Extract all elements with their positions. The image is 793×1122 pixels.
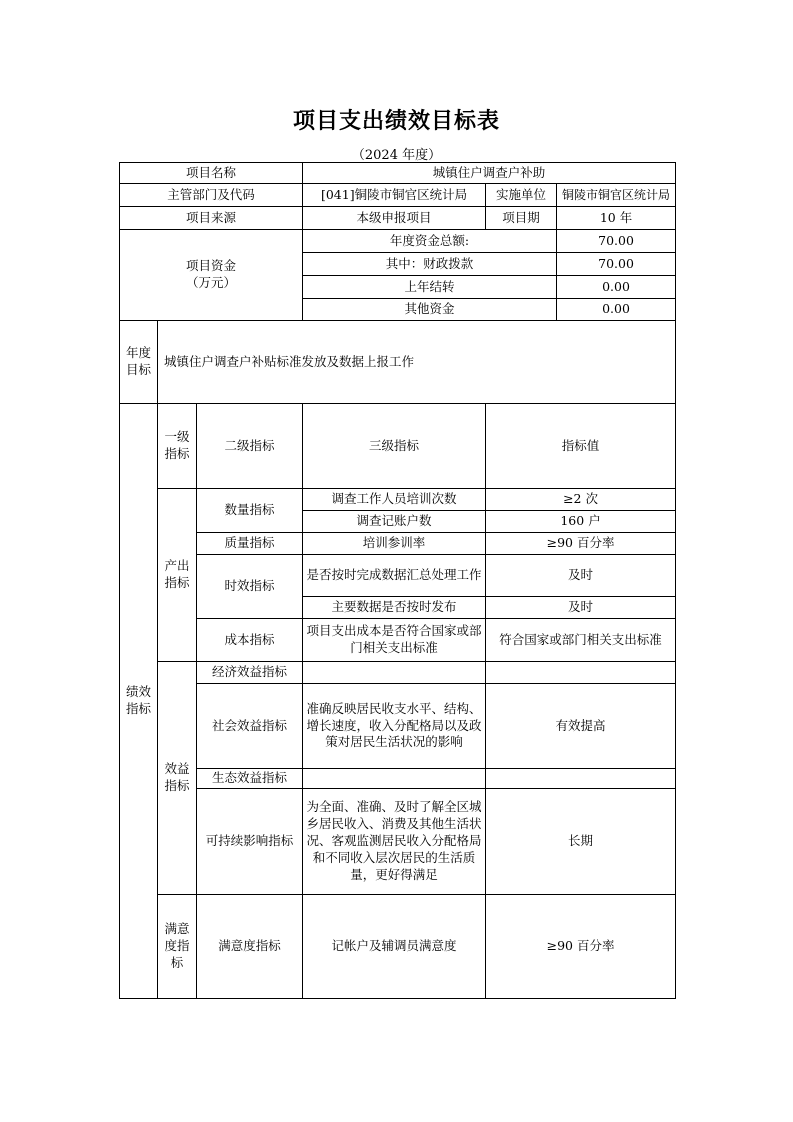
ecological-benefit-name: [303, 769, 486, 789]
satisfaction-item-name: 记帐户及辅调员满意度: [303, 895, 486, 999]
funds-total-value: 70.00: [557, 230, 676, 253]
header-value: 指标值: [486, 404, 676, 489]
economic-benefit-name: [303, 662, 486, 684]
economic-benefit-label: 经济效益指标: [197, 662, 303, 684]
table-row: [120, 769, 676, 789]
funds-label: 项目资金: [186, 258, 237, 274]
quality-item-value: ≥90 百分率: [486, 533, 676, 555]
funds-row-total: [120, 230, 676, 253]
output-indicators-label: 产出指标: [158, 489, 197, 662]
sustainable-impact-name: 为全面、准确、及时了解全区城乡居民收入、消费及其他生活状况、客观监测居民收入分配格局和不同收入层次居民的生活质量，更好得满足: [303, 789, 486, 895]
table-row: [120, 489, 676, 511]
timeliness-item-2-value: 及时: [486, 597, 676, 619]
performance-indicators-label: 绩效指标: [120, 404, 158, 999]
funds-carryover-label: 上年结转: [303, 276, 557, 299]
source-row: [120, 207, 676, 230]
cost-item-name: 项目支出成本是否符合国家或部门相关支出标准: [303, 619, 486, 662]
table-row: [120, 895, 676, 999]
department-row: [120, 184, 676, 207]
source-label: 项目来源: [120, 207, 303, 230]
period-label: 项目期: [486, 207, 557, 230]
header-level3: 三级指标: [303, 404, 486, 489]
fiscal-year: （2024 年度）: [351, 148, 442, 163]
cost-indicator-label: 成本指标: [197, 619, 303, 662]
funds-total-label: 年度资金总额:: [303, 230, 557, 253]
social-benefit-value: 有效提高: [486, 684, 676, 769]
satisfaction-item-value: ≥90 百分率: [486, 895, 676, 999]
implementing-unit-label: 实施单位: [486, 184, 557, 207]
quality-item-name: 培训参训率: [303, 533, 486, 555]
social-benefit-label: 社会效益指标: [197, 684, 303, 769]
table-row: [120, 789, 676, 895]
cost-item-value: 符合国家或部门相关支出标准: [486, 619, 676, 662]
department-value: [041]铜陵市铜官区统计局: [303, 184, 486, 207]
funds-fiscal-value: 70.00: [557, 253, 676, 276]
funds-other-value: 0.00: [557, 299, 676, 321]
social-benefit-name: 准确反映居民收支水平、结构、增长速度，收入分配格局以及政策对居民生活状况的影响: [303, 684, 486, 769]
performance-target-table: [119, 162, 676, 999]
timeliness-indicator-label: 时效指标: [197, 555, 303, 619]
quantity-indicator-label: 数量指标: [197, 489, 303, 533]
funds-fiscal-label: 其中：财政拨款: [303, 253, 557, 276]
sustainable-impact-label: 可持续影响指标: [197, 789, 303, 895]
benefit-indicators-label: 效益指标: [158, 662, 197, 895]
source-value: 本级申报项目: [303, 207, 486, 230]
quantity-item-1-value: ≥2 次: [486, 489, 676, 511]
ecological-benefit-label: 生态效益指标: [197, 769, 303, 789]
table-row: [120, 555, 676, 597]
funds-carryover-value: 0.00: [557, 276, 676, 299]
annual-goal-text: 城镇住户调查户补贴标准发放及数据上报工作: [158, 321, 676, 404]
timeliness-item-2-name: 主要数据是否按时发布: [303, 597, 486, 619]
funds-unit: （万元）: [186, 275, 237, 290]
economic-benefit-value: [486, 662, 676, 684]
quantity-item-2-name: 调查记账户数: [303, 511, 486, 533]
header-level2: 二级指标: [197, 404, 303, 489]
timeliness-item-1-value: 及时: [486, 555, 676, 597]
department-label: 主管部门及代码: [120, 184, 303, 207]
quantity-item-2-value: 160 户: [486, 511, 676, 533]
table-row: [120, 662, 676, 684]
sustainable-impact-value: 长期: [486, 789, 676, 895]
indicator-header-row: [120, 404, 676, 489]
annual-goal-row: [120, 321, 676, 404]
satisfaction-sub-label: 满意度指标: [197, 895, 303, 999]
page-title: 项目支出绩效目标表: [292, 109, 500, 134]
period-value: 10 年: [557, 207, 676, 230]
project-name-label: 项目名称: [120, 163, 303, 184]
ecological-benefit-value: [486, 769, 676, 789]
implementing-unit-value: 铜陵市铜官区统计局: [557, 184, 676, 207]
table-row: [120, 684, 676, 769]
funds-other-label: 其他资金: [303, 299, 557, 321]
satisfaction-indicators-label: 满意度指标: [158, 895, 197, 999]
table-row: [120, 533, 676, 555]
header-level1: 一级指标: [158, 404, 197, 489]
timeliness-item-1-name: 是否按时完成数据汇总处理工作: [303, 555, 486, 597]
quantity-item-1-name: 调查工作人员培训次数: [303, 489, 486, 511]
project-name-row: [120, 163, 676, 184]
funds-label-cell: [120, 230, 303, 321]
project-name-value: 城镇住户调查户补助: [303, 163, 676, 184]
table-row: [120, 619, 676, 662]
annual-goal-label: 年度目标: [120, 321, 158, 404]
quality-indicator-label: 质量指标: [197, 533, 303, 555]
